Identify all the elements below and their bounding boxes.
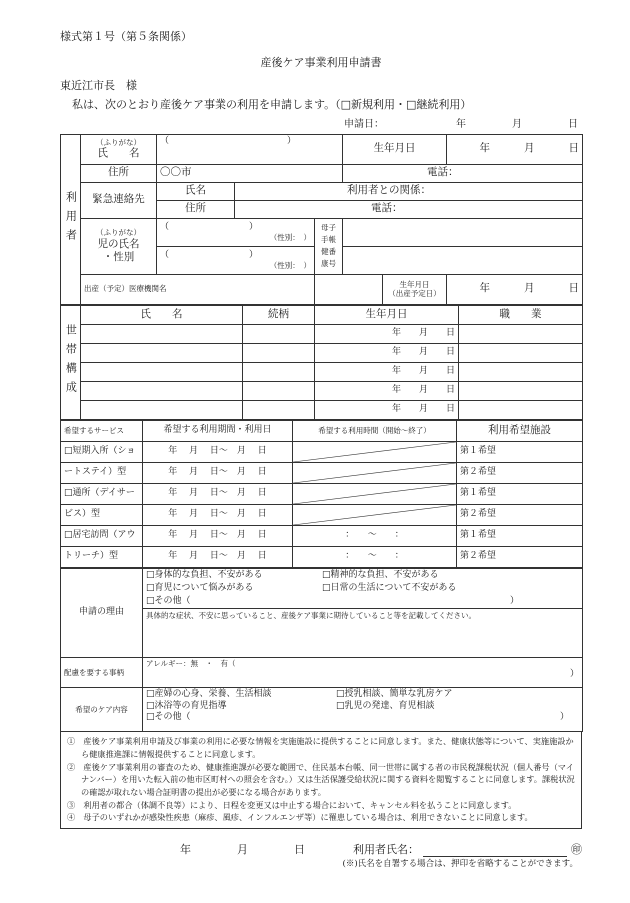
service-col-facility: 利用希望施設 <box>457 420 583 441</box>
sign-year[interactable]: 年 <box>180 843 191 857</box>
user-phone-field[interactable]: 電話： <box>343 164 583 182</box>
user-birthdate-field[interactable]: 年 月 日 <box>447 134 583 164</box>
table-row <box>61 381 583 400</box>
emergency-relation-field[interactable]: 利用者との関係： <box>235 182 583 200</box>
reason-table <box>60 568 583 733</box>
birth-facility-field[interactable] <box>315 274 383 304</box>
service-period-field[interactable]: 年 月 日〜 月 日 <box>143 525 293 546</box>
child-1-field[interactable]: （ ） （性別： ） <box>157 218 315 246</box>
service-short-stay-checkbox[interactable]: □短期入所（ショ <box>61 441 143 462</box>
allergy-field[interactable]: アレルギー：無 ・ 有（ ） <box>143 658 583 688</box>
service-facility-first[interactable]: 第１希望 <box>457 441 583 462</box>
service-time-field[interactable]: ： 〜 ： <box>293 525 457 546</box>
service-time-field[interactable]: ： 〜 ： <box>293 546 457 567</box>
reason-other-checkbox[interactable]: □その他（ <box>146 596 191 606</box>
household-job-field[interactable] <box>459 324 583 343</box>
user-section-label: 利用者 <box>61 134 81 304</box>
child-name-label: （ふりがな） 児の氏名 ・性別 <box>81 218 157 274</box>
care-mother-checkbox[interactable]: □産婦の心身、栄養、生活相談 <box>146 689 272 700</box>
household-relation-field[interactable] <box>243 362 315 381</box>
due-date-label: 生年月日 （出産予定日） <box>383 274 447 304</box>
apply-date-day[interactable]: 日 <box>568 119 578 130</box>
household-name-field[interactable] <box>81 381 243 400</box>
service-time-disabled <box>293 462 457 483</box>
apply-date-month[interactable]: 月 <box>512 119 522 130</box>
sign-month[interactable]: 月 <box>237 843 248 857</box>
care-label: 希望のケア内容 <box>61 688 143 732</box>
reason-label: 申請の理由 <box>61 568 143 658</box>
service-home-visit-label: トリーチ）型 <box>61 546 143 567</box>
user-name-field[interactable]: （ ） <box>157 134 343 164</box>
birth-facility-label: 出産（予定）医療機関名 <box>81 274 315 304</box>
consent-note-2: ② 産後ケア事業利用の審査のため、健康推進課が必要な範囲で、住民基本台帳、同一世帯に属する者の市民税課税状況（個人番号（マイナンバー）を用いた転入前の他市区町村への照会を含む。）又は生活保護受給状況に関する資料を閲覧することに同意します。課税状況の確認が取れない場合証明書の提出が必要になる場合があります。 <box>67 761 575 798</box>
household-birth-field[interactable]: 年 月 日 <box>315 343 459 362</box>
household-col-birth: 生年月日 <box>315 305 459 324</box>
form-number: 様式第１号（第５条関係） <box>60 30 192 43</box>
service-period-field[interactable]: 年 月 日〜 月 日 <box>143 546 293 567</box>
user-address-label: 住所 <box>81 164 157 182</box>
emergency-contact-label: 緊急連絡先 <box>81 182 157 218</box>
care-development-checkbox[interactable]: □乳児の発達、育児相談 <box>336 700 435 711</box>
service-col-service: 希望するサービス <box>61 420 143 441</box>
apply-date-label: 申請日： <box>344 119 384 130</box>
services-table <box>60 420 583 568</box>
household-job-field[interactable] <box>459 381 583 400</box>
addressee: 東近江市長 様 <box>60 78 137 92</box>
household-relation-field[interactable] <box>243 381 315 400</box>
service-home-visit-checkbox[interactable]: □居宅訪問（アウ <box>61 525 143 546</box>
household-job-field[interactable] <box>459 400 583 419</box>
household-name-field[interactable] <box>81 324 243 343</box>
household-birth-field[interactable]: 年 月 日 <box>315 362 459 381</box>
household-job-field[interactable] <box>459 343 583 362</box>
reason-physical-checkbox[interactable]: □身体的な負担、不安がある <box>146 569 263 580</box>
page-title: 産後ケア事業利用申請書 <box>260 55 382 69</box>
reason-mental-checkbox[interactable]: □精神的な負担、不安がある <box>322 569 439 580</box>
signature-row <box>60 843 582 857</box>
signature-label: 利用者氏名： <box>353 843 419 857</box>
signature-note: (※)氏名を自署する場合は、押印を省略することができます。 <box>342 858 578 869</box>
service-short-stay-label: ートステイ）型 <box>61 462 143 483</box>
user-birthdate-label: 生年月日 <box>343 134 447 164</box>
emergency-name-label: 氏名 <box>157 182 235 200</box>
due-date-field[interactable]: 年 月 日 <box>447 274 583 304</box>
seal-icon: ㊞ <box>571 843 582 857</box>
household-birth-field[interactable]: 年 月 日 <box>315 324 459 343</box>
household-birth-field[interactable]: 年 月 日 <box>315 381 459 400</box>
care-bathing-checkbox[interactable]: □沐浴等の育児指導 <box>146 700 227 711</box>
service-period-field[interactable]: 年 月 日〜 月 日 <box>143 462 293 483</box>
user-name-label: （ふりがな） 氏 名 <box>81 134 157 164</box>
household-name-field[interactable] <box>81 400 243 419</box>
signature-field[interactable] <box>423 843 567 857</box>
maternal-handbook-label: 母子 手帳 健番 康号 <box>315 218 343 274</box>
reason-daily-life-checkbox[interactable]: □日常の生活について不安がある <box>322 582 457 593</box>
household-relation-field[interactable] <box>243 343 315 362</box>
care-field: □産婦の心身、栄養、生活相談 □授乳相談、簡単な乳房ケア □沐浴等の育児指導 □乳児の発達、育児相談 □その他（ ） <box>143 688 583 732</box>
household-col-name: 氏 名 <box>81 305 243 324</box>
service-facility-second[interactable]: 第２希望 <box>457 546 583 567</box>
household-name-field[interactable] <box>81 343 243 362</box>
service-period-field[interactable]: 年 月 日〜 月 日 <box>143 504 293 525</box>
application-statement: 私は、次のとおり産後ケア事業の利用を申請します。（□新規利用・□継続利用） <box>72 98 472 112</box>
table-row <box>61 343 583 362</box>
apply-date-year[interactable]: 年 <box>456 119 466 130</box>
reason-detail-field[interactable]: 具体的な症状、不安に思っていること、産後ケア事業に期待していること等を記載してください。 <box>146 611 476 621</box>
household-table <box>60 305 583 420</box>
service-period-field[interactable]: 年 月 日〜 月 日 <box>143 483 293 504</box>
service-facility-second[interactable]: 第２希望 <box>457 504 583 525</box>
emergency-address-label: 住所 <box>157 200 235 218</box>
sign-day[interactable]: 日 <box>294 843 305 857</box>
emergency-phone-field[interactable]: 電話： <box>235 200 583 218</box>
care-breastfeeding-checkbox[interactable]: □授乳相談、簡単な乳房ケア <box>336 689 453 700</box>
service-time-disabled <box>293 483 457 504</box>
consent-notes <box>60 732 582 829</box>
child-2-field[interactable]: （ ） （性別： ） <box>157 246 315 274</box>
consent-note-4: ④ 母子のいずれかが感染性疾患（麻疹、風疹、インフルエンザ等）に罹患している場合は、利用できないことに同意します。 <box>67 812 533 823</box>
consent-note-3: ③ 利用者の都合（体調不良等）により、日程を変更又は中止する場合において、キャンセル料を払うことに同意します。 <box>67 799 517 810</box>
service-col-time: 希望する利用時間（開始〜終了） <box>293 420 457 441</box>
household-col-job: 職 業 <box>459 305 583 324</box>
service-facility-first[interactable]: 第１希望 <box>457 483 583 504</box>
table-row <box>61 324 583 343</box>
service-col-period: 希望する利用期間・利用日 <box>143 420 293 441</box>
service-time-disabled <box>293 504 457 525</box>
handbook-number-1[interactable] <box>343 218 583 246</box>
service-time-disabled <box>293 441 457 462</box>
service-day-label: ビス）型 <box>61 504 143 525</box>
service-facility-second[interactable]: 第２希望 <box>457 462 583 483</box>
household-name-field[interactable] <box>81 362 243 381</box>
household-relation-field[interactable] <box>243 400 315 419</box>
table-row <box>61 362 583 381</box>
household-relation-field[interactable] <box>243 324 315 343</box>
household-col-relation: 続柄 <box>243 305 315 324</box>
service-day-checkbox[interactable]: □通所（デイサー <box>61 483 143 504</box>
handbook-number-2[interactable] <box>343 246 583 274</box>
household-section-label: 世帯構成 <box>61 305 81 419</box>
household-job-field[interactable] <box>459 362 583 381</box>
user-address-field[interactable]: 〇〇市 <box>157 164 343 182</box>
care-other-checkbox[interactable]: □その他（ <box>146 711 191 722</box>
apply-date-row <box>60 119 582 132</box>
household-birth-field[interactable]: 年 月 日 <box>315 400 459 419</box>
reason-childcare-checkbox[interactable]: □育児について悩みがある <box>146 582 254 593</box>
consent-note-1: ① 産後ケア事業利用申請及び事業の利用に必要な情報を実施施設に提供することに同意します。また、健康状態等について、実施施設から健康推進課に情報提供することに同意します。 <box>67 736 574 759</box>
table-row <box>61 400 583 419</box>
user-table <box>60 134 583 305</box>
service-period-field[interactable]: 年 月 日〜 月 日 <box>143 441 293 462</box>
allergy-label: 配慮を要する事柄 <box>61 658 143 688</box>
service-facility-first[interactable]: 第１希望 <box>457 525 583 546</box>
reason-field: □身体的な負担、不安がある □精神的な負担、不安がある □育児について悩みがある □日常の生活について不安がある □その他（ ） 具体的な症状、不安に思っていること、産後ケア事業に期待していること等を記載してください。 <box>143 568 583 658</box>
